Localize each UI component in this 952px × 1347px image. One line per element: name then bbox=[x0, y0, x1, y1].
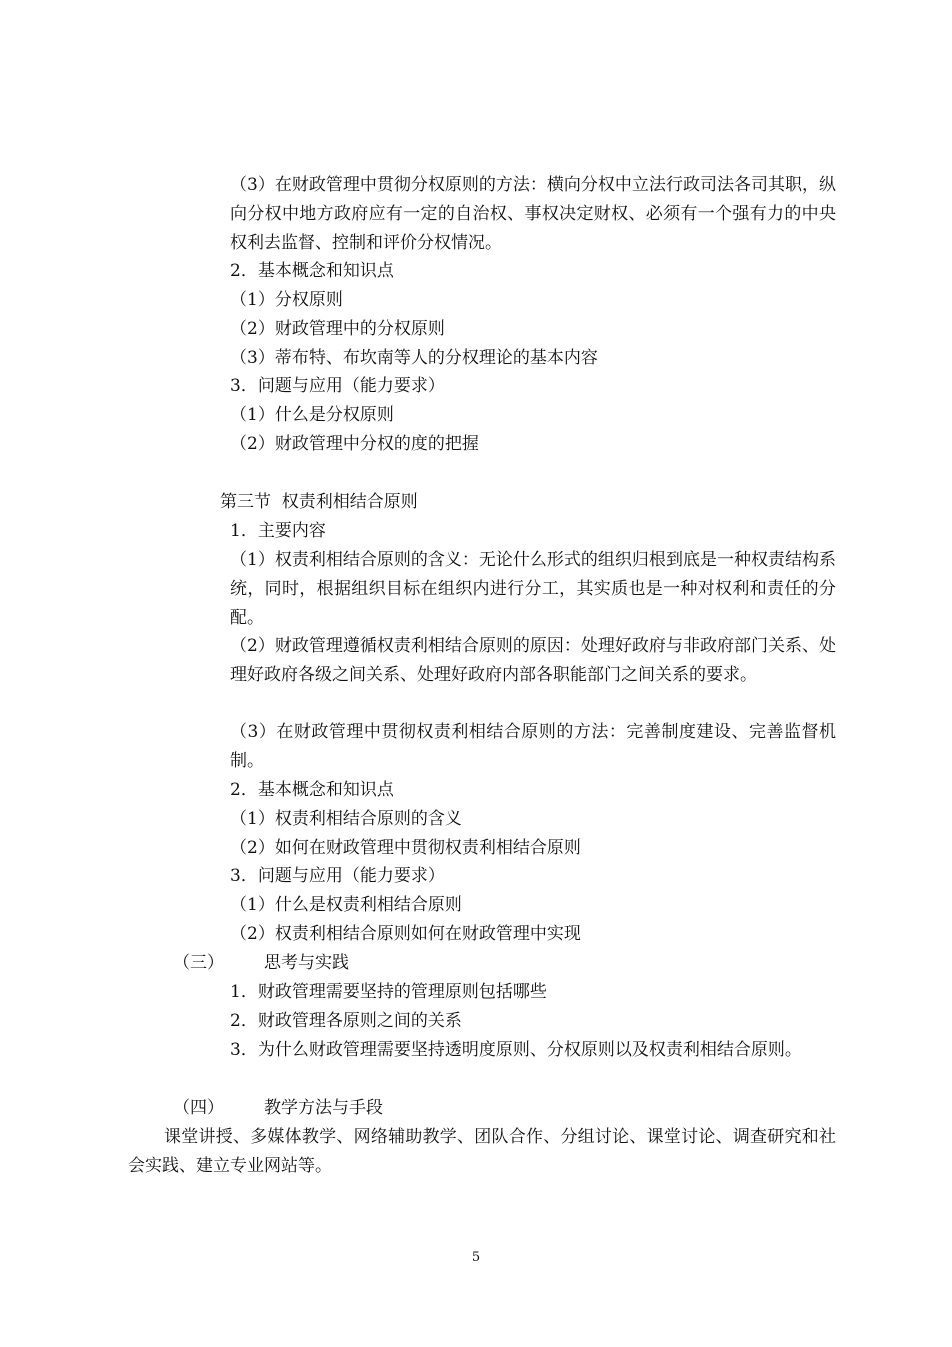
methods-heading bbox=[173, 1094, 383, 1123]
sec2-apply-item: （1）什么是分权原则 bbox=[230, 405, 394, 425]
methods-number: （四） bbox=[173, 1098, 224, 1118]
sec2-concepts-heading: 2．基本概念和知识点 bbox=[230, 261, 394, 281]
sec3-apply-item: （1）什么是权责利相结合原则 bbox=[230, 895, 462, 915]
page-number: 5 bbox=[471, 1250, 481, 1265]
sec2-apply-heading: 3．问题与应用（能力要求） bbox=[230, 376, 445, 396]
sec2-concept-item: （1）分权原则 bbox=[230, 290, 343, 310]
methods-title: 教学方法与手段 bbox=[264, 1098, 383, 1118]
sec3-concept-item: （1）权责利相结合原则的含义 bbox=[230, 809, 462, 829]
practice-number: （三） bbox=[173, 953, 224, 973]
sec3-content-paragraph: （3）在财政管理中贯彻权责利相结合原则的方法：完善制度建设、完善监督机制。 bbox=[230, 722, 836, 771]
sec2-concept-item: （2）财政管理中的分权原则 bbox=[230, 319, 445, 339]
practice-heading bbox=[173, 949, 349, 978]
practice-item: 2．财政管理各原则之间的关系 bbox=[230, 1011, 462, 1031]
practice-title: 思考与实践 bbox=[264, 953, 349, 973]
sec3-apply-item: （2）权责利相结合原则如何在财政管理中实现 bbox=[230, 924, 581, 944]
sec2-concept-item: （3）蒂布特、布坎南等人的分权理论的基本内容 bbox=[230, 348, 598, 368]
sec3-concepts-heading: 2．基本概念和知识点 bbox=[230, 780, 394, 800]
practice-item: 3．为什么财政管理需要坚持透明度原则、分权原则以及权责利相结合原则。 bbox=[230, 1040, 802, 1060]
sec3-content-paragraph: （2）财政管理遵循权责利相结合原则的原因：处理好政府与非政府部门关系、处理好政府各级之间关系、处理好政府内部各职能部门之间关系的要求。 bbox=[230, 636, 836, 685]
sec2-item3-paragraph: （3）在财政管理中贯彻分权原则的方法：横向分权中立法行政司法各司其职，纵向分权中地方政府应有一定的自治权、事权决定财权、必须有一个强有力的中央权利去监督、控制和评价分权情况。 bbox=[230, 175, 836, 253]
methods-body: 课堂讲授、多媒体教学、网络辅助教学、团队合作、分组讨论、课堂讨论、调查研究和社会实践、建立专业网站等。 bbox=[128, 1127, 836, 1176]
sec3-apply-heading: 3．问题与应用（能力要求） bbox=[230, 866, 445, 886]
sec3-content-heading: 1．主要内容 bbox=[230, 521, 326, 541]
sec3-concept-item: （2）如何在财政管理中贯彻权责利相结合原则 bbox=[230, 838, 581, 858]
sec3-content-paragraph: （1）权责利相结合原则的含义：无论什么形式的组织归根到底是一种权责结构系统，同时，根据组织目标在组织内进行分工，其实质也是一种对权利和责任的分配。 bbox=[230, 550, 836, 628]
sec2-apply-item: （2）财政管理中分权的度的把握 bbox=[230, 434, 479, 454]
practice-item: 1．财政管理需要坚持的管理原则包括哪些 bbox=[230, 982, 547, 1002]
section-title: 第三节 权责利相结合原则 bbox=[220, 492, 418, 512]
